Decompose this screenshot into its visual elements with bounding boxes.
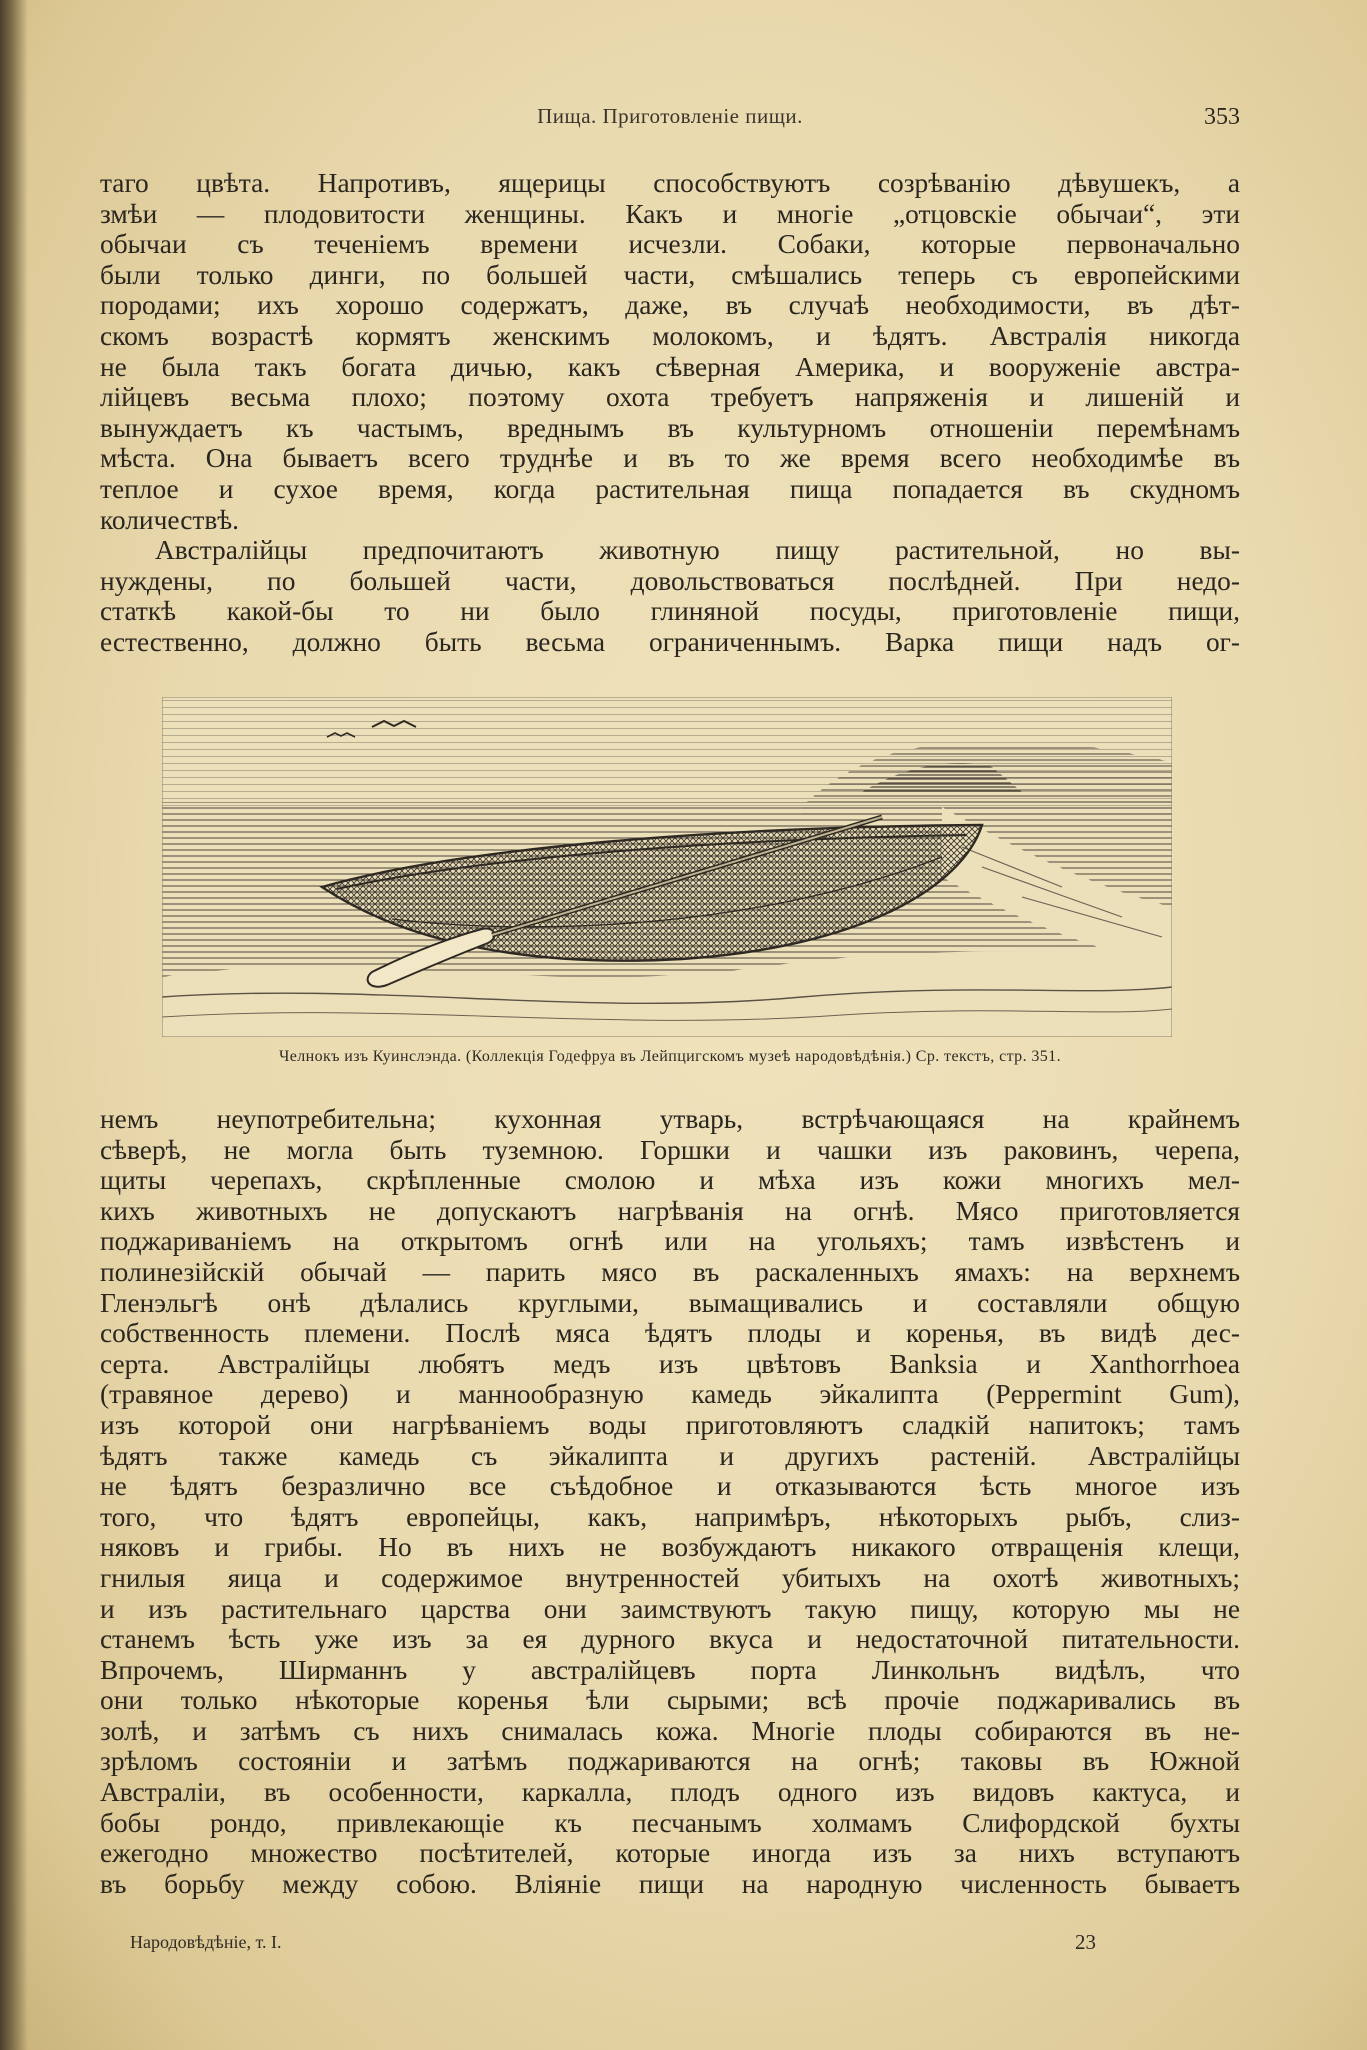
text-line: (травяное дерево) и маннообразную камедь эйкалипта (Peppermint Gum),	[100, 1379, 1240, 1410]
text-line: ежегодно множество посѣтителей, которые иногда изъ за нихъ вступаютъ	[100, 1838, 1240, 1869]
text-line: не ѣдятъ безразлично все съѣдобное и отказываются ѣсть многое изъ	[100, 1471, 1240, 1502]
page-gutter-shadow	[0, 0, 28, 2050]
page-number: 353	[1204, 104, 1240, 130]
text-line: гнилыя яица и содержимое внутренностей убитыхъ на охотѣ животныхъ;	[100, 1562, 1240, 1593]
text-line: скомъ возрастѣ кормятъ женскимъ молокомъ, и ѣдятъ. Австралія никогда	[100, 320, 1240, 351]
text-line: таго цвѣта. Напротивъ, ящерицы способствуютъ созрѣванію дѣвушекъ, а	[100, 168, 1240, 198]
text-line: серта. Австралійцы любятъ медъ изъ цвѣтовъ Banksia и Xanthorrhoea	[100, 1348, 1240, 1379]
text-line: сѣверѣ, не могла быть туземною. Горшки и чашки изъ раковинъ, черепа,	[100, 1134, 1240, 1165]
text-line: Впрочемъ, Ширманнъ у австралійцевъ порта Линкольнъ видѣлъ, что	[100, 1654, 1240, 1685]
text-line: статкѣ какой-бы то ни было глиняной посуды, приготовленіе пищи,	[100, 596, 1240, 627]
text-line: Гленэльгѣ онѣ дѣлались круглыми, вымащивались и составляли общую	[100, 1287, 1240, 1318]
text-line: Австраліи, въ особенности, каркалла, плодъ одного изъ видовъ кактуса, и	[100, 1777, 1240, 1808]
text-line: няковъ и грибы. Но въ нихъ не возбуждаютъ никакого отвращенія клещи,	[100, 1532, 1240, 1563]
text-line: мѣста. Она бываетъ всего труднѣе и въ то же время всего необходимѣе въ	[100, 443, 1240, 474]
body-text-bottom	[100, 1104, 1240, 1899]
text-line: лійцевъ весьма плохо; поэтому охота требуетъ напряженія и лишеній и	[100, 382, 1240, 413]
text-line: ѣдятъ также камедь съ эйкалипта и другихъ растеній. Австралійцы	[100, 1440, 1240, 1471]
sheet-number: 23	[1075, 1930, 1096, 1954]
text-line: теплое и сухое время, когда растительная пища попадается въ скудномъ	[100, 473, 1240, 504]
text-line: того, что ѣдятъ европейцы, какъ, напримѣръ, нѣкоторыхъ рыбъ, слиз-	[100, 1501, 1240, 1532]
text-line: поджариваніемъ на открытомъ огнѣ или на угольяхъ; тамъ извѣстенъ и	[100, 1226, 1240, 1257]
text-line: не была такъ богата дичью, какъ сѣверная Америка, и вооруженіе австра-	[100, 351, 1240, 382]
text-line: и изъ растительнаго царства они заимствуютъ такую пищу, которую мы не	[100, 1593, 1240, 1624]
text-line: полинезійскій обычай — парить мясо въ раскаленныхъ ямахъ: на верхнемъ	[100, 1256, 1240, 1287]
text-line: были только динги, по большей части, смѣшались теперь съ европейскими	[100, 259, 1240, 290]
text-line: количествѣ.	[100, 504, 239, 535]
printer-signature: Народовѣдѣніе, т. I.	[130, 1932, 282, 1952]
text-line: зрѣломъ состояніи и затѣмъ поджариваются на огнѣ; таковы въ Южной	[100, 1746, 1240, 1777]
text-line: обычаи съ теченіемъ времени исчезли. Собаки, которые первоначально	[100, 229, 1240, 260]
text-line: змѣи — плодовитости женщины. Какъ и многіе „отцовскіе обычаи“, эти	[100, 198, 1240, 229]
text-line: породами; ихъ хорошо содержатъ, даже, въ случаѣ необходимости, въ дѣт-	[100, 290, 1240, 321]
page-header	[100, 104, 1240, 144]
text-line: собственность племени. Послѣ мяса ѣдятъ плоды и коренья, въ видѣ дес-	[100, 1318, 1240, 1349]
text-line: золѣ, и затѣмъ съ нихъ снималась кожа. Многіе плоды собираются въ не-	[100, 1715, 1240, 1746]
text-line: изъ которой они нагрѣваніемъ воды приготовляютъ сладкій напитокъ; тамъ	[100, 1409, 1240, 1440]
page-footer	[130, 1932, 1130, 1962]
text-line: кихъ животныхъ не допускаютъ нагрѣванія на огнѣ. Мясо приготовляется	[100, 1195, 1240, 1226]
text-line: нуждены, по большей части, довольствоваться послѣдней. При недо-	[100, 565, 1240, 596]
text-line: станемъ ѣсть уже изъ за ея дурного вкуса и недостаточной питательности.	[100, 1624, 1240, 1655]
text-line: въ борьбу между собою. Вліяніе пищи на народную численность бываетъ	[100, 1868, 1240, 1899]
figure-caption: Челнокъ изъ Куинслэнда. (Коллекція Годефруа въ Лейпцигскомъ музеѣ народовѣдѣнія.) Ср. текстъ, стр. 351.	[279, 1048, 1061, 1065]
text-line: немъ неупотребительна; кухонная утварь, встрѣчающаяся на крайнемъ	[100, 1104, 1240, 1134]
body-text-top	[100, 168, 1240, 658]
text-line: Австралійцы предпочитаютъ животную пищу растительной, но вы-	[155, 535, 1240, 566]
text-line: щиты черепахъ, скрѣпленные смолою и мѣха изъ кожи многихъ мел-	[100, 1165, 1240, 1196]
text-line: вынуждаетъ къ частымъ, вреднымъ въ культурномъ отношеніи перемѣнамъ	[100, 412, 1240, 443]
running-head: Пища. Приготовленіе пищи.	[537, 104, 803, 128]
canoe-engraving	[162, 697, 1172, 1037]
text-line: естественно, должно быть весьма ограниченнымъ. Варка пищи надъ ог-	[100, 626, 1240, 657]
text-line: бобы рондо, привлекающіе къ песчанымъ холмамъ Слифордской бухты	[100, 1807, 1240, 1838]
text-line: они только нѣкоторые коренья ѣли сырыми; всѣ прочіе поджаривались въ	[100, 1685, 1240, 1716]
